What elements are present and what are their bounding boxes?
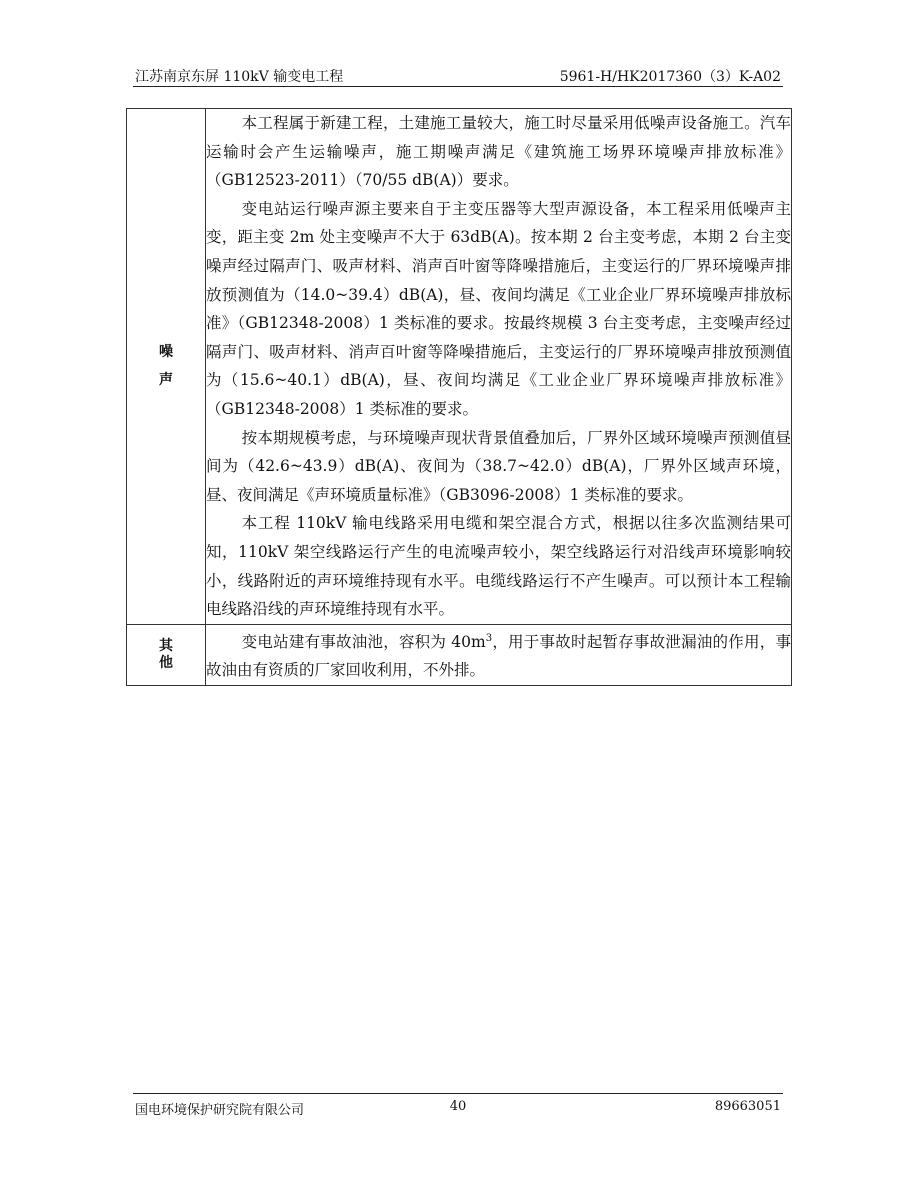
noise-content-cell: [206, 109, 792, 625]
other-label-cell: [127, 624, 206, 685]
page-header: [133, 64, 783, 87]
page-footer: [133, 1093, 783, 1116]
other-paragraph: [206, 625, 791, 685]
noise-paragraph-transmission-line: 本工程 110kV 输电线路采用电缆和架空混合方式，根据以往多次监测结果可知，110kV 架空线路运行产生的电流噪声较小，架空线路运行对沿线声环境影响较小，线路附近的声环境维持现有水平。电缆线路运行不产生噪声。可以预计本工程输电线路沿线的声环境维持现有水平。: [206, 514, 791, 619]
noise-label-line2: 声: [159, 372, 173, 389]
project-title: 江苏南京东屏 110kV 输变电工程: [135, 69, 344, 85]
noise-paragraph-substation: 变电站运行噪声源主要来自于主变压器等大型声源设备，本工程采用低噪声主变，距主变 2m 处主变噪声不大于 63dB(A)。按本期 2 台主变考虑，本期 2 台主变噪声经过隔声门、吸声材料、消声百叶窗等降噪措施后，主变运行的厂界环境噪声排放预测值为（14.0~39.4）dB(A)，昼、夜间均满足《工业企业厂界环境噪声排放标准》（GB12348-2008）1 类标准的要求。按最终规模 3 台主变考虑，主变噪声经过隔声门、吸声材料、消声百叶窗等降噪措施后，主变运行的厂界环境噪声排放预测值为（15.6~40.1）dB(A)，昼、夜间均满足《工业企业厂界环境噪声排放标准》（GB12348-2008）1 类标准的要求。: [206, 199, 791, 418]
other-text-before-sup: 变电站建有事故油池，容积为 40m: [241, 632, 486, 651]
content-table: [126, 108, 792, 686]
noise-label-line1: 噪: [159, 344, 173, 361]
noise-paragraph-construction: 本工程属于新建工程，土建施工量较大，施工时尽量采用低噪声设备施工。汽车运输时会产生运输噪声，施工期噪声满足《建筑施工场界环境噪声排放标准》（GB12523-2011）（70/55 dB(A)）要求。: [206, 114, 791, 190]
other-row: [127, 624, 792, 685]
other-label-line1: 其: [159, 637, 173, 654]
other-content-cell: [206, 624, 792, 685]
noise-label-cell: [127, 109, 206, 625]
other-label-line2: 他: [159, 654, 173, 671]
other-text-after-sup: ，用于事故时起暂存事故泄漏油的作用，事故油由有资质的厂家回收利用，不外排。: [206, 632, 791, 680]
noise-paragraph-boundary: 按本期规模考虑，与环境噪声现状背景值叠加后，厂界外区域环境噪声预测值昼间为（42.6~43.9）dB(A)、夜间为（38.7~42.0）dB(A)，厂界外区域声环境，昼、夜间满足《声环境质量标准》（GB3096-2008）1 类标准的要求。: [206, 428, 791, 504]
noise-row: [127, 109, 792, 625]
footer-page-number: 40: [449, 1099, 467, 1114]
document-code: 5961-H/HK2017360（3）K-A02: [559, 69, 781, 85]
footer-organization: 国电环境保护研究院有限公司: [135, 1103, 305, 1118]
cubic-superscript: 3: [485, 632, 493, 644]
footer-code: 89663051: [714, 1099, 781, 1114]
